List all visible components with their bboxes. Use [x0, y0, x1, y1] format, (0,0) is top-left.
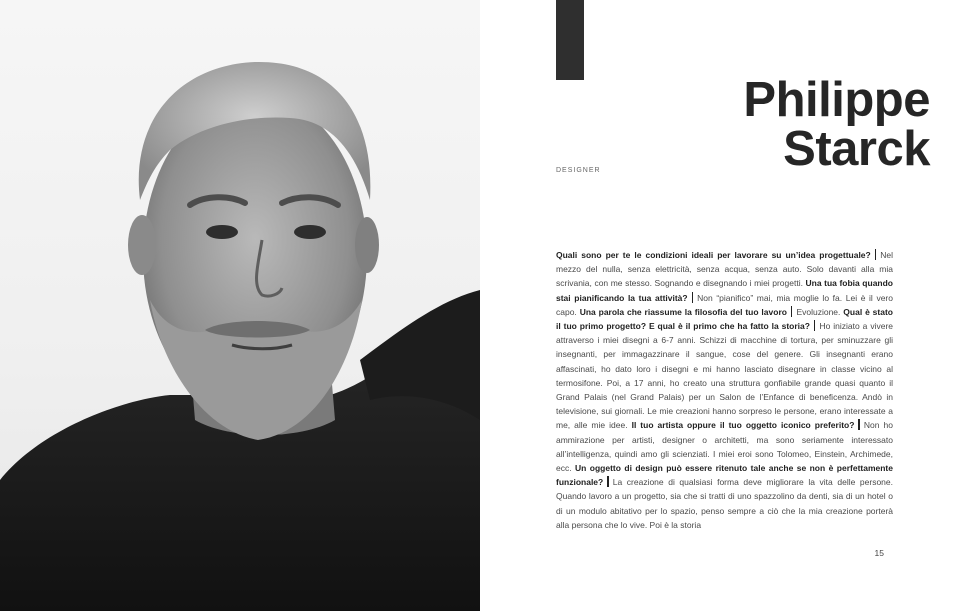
separator-bar: [692, 292, 694, 303]
question-text: Una parola che riassume la filosofia del tuo lavoro: [579, 306, 787, 317]
decorative-bar: [556, 0, 584, 80]
question-text: Quali sono per te le condizioni ideali per lavorare su un’idea progettuale?: [556, 250, 871, 260]
question-text: Il tuo artista oppure il tuo oggetto iconico preferito?: [631, 420, 855, 431]
title-last-name: Starck: [783, 122, 930, 176]
separator-bar: [814, 320, 816, 331]
answer-text: Ho iniziato a vivere attraverso i miei disegni a 6-7 anni. Schizzi di macchine di tortura, per sminuzzare gli insegnanti, per immagazzinare il sangue, cose del genere. Gli insegnanti erano affascinati, ho dato loro i disegni e mi hanno lasciato disegnare in classe vicino al termosifone. Poi, a 17 anni, ho creato una struttura gonfiabile grande quasi quanto il Grand Palais (nel Grand Palais) per un Salon de l’Enfance di beneficenza. Andò in televisione, sui giornali. Le mie creazioni hanno sorpreso le persone, erano interessate a me, alle mie idee.: [556, 321, 893, 431]
answer-text: Nel mezzo del nulla, senza elettricità, senza acqua, senza auto. Solo davanti alla mia scrivania, con me stesso. Sognando e disegnando i miei progetti.: [556, 250, 893, 289]
article-page: [480, 0, 960, 611]
interview-body: [556, 248, 893, 532]
question-text: Un oggetto di design può essere ritenuto tale anche se non è perfettamente funzionale?: [556, 463, 893, 488]
answer-text: Non ho ammirazione per artisti, designer o architetti, ma sono seriamente interessato all’intelligenza, quindi amo gli scienziati. I miei eroi sono Tolomeo, Einstein, Archimede, ecc.: [556, 420, 893, 474]
answer-text: Evoluzione.: [796, 306, 841, 317]
separator-bar: [607, 476, 609, 487]
question-text: Una tua fobia quando stai pianificando la tua attività?: [556, 278, 893, 303]
answer-text: Non “pianifico” mai, mia moglie lo fa. Lei è il vero capo.: [556, 292, 893, 317]
title-first-name: Philippe: [743, 73, 930, 127]
page-title: [743, 73, 930, 176]
separator-bar: [875, 249, 877, 260]
answer-text: La creazione di qualsiasi forma deve migliorare la vita delle persone. Quando lavoro a un progetto, sia che si tratti di uno spazzolino da denti, sia di un hotel o di un modulo abitativo per lo spazio, penso sempre a ciò che la mia creazione porterà alla persona che lo vive. Poi è la storia: [556, 477, 893, 530]
separator-bar: [858, 419, 860, 430]
section-kicker: DESIGNER: [556, 167, 601, 174]
page-number: 15: [874, 548, 884, 558]
separator-bar: [791, 306, 793, 317]
question-text: Qual è stato il tuo primo progetto? E qual è il primo che ha fatto la storia?: [556, 306, 893, 332]
